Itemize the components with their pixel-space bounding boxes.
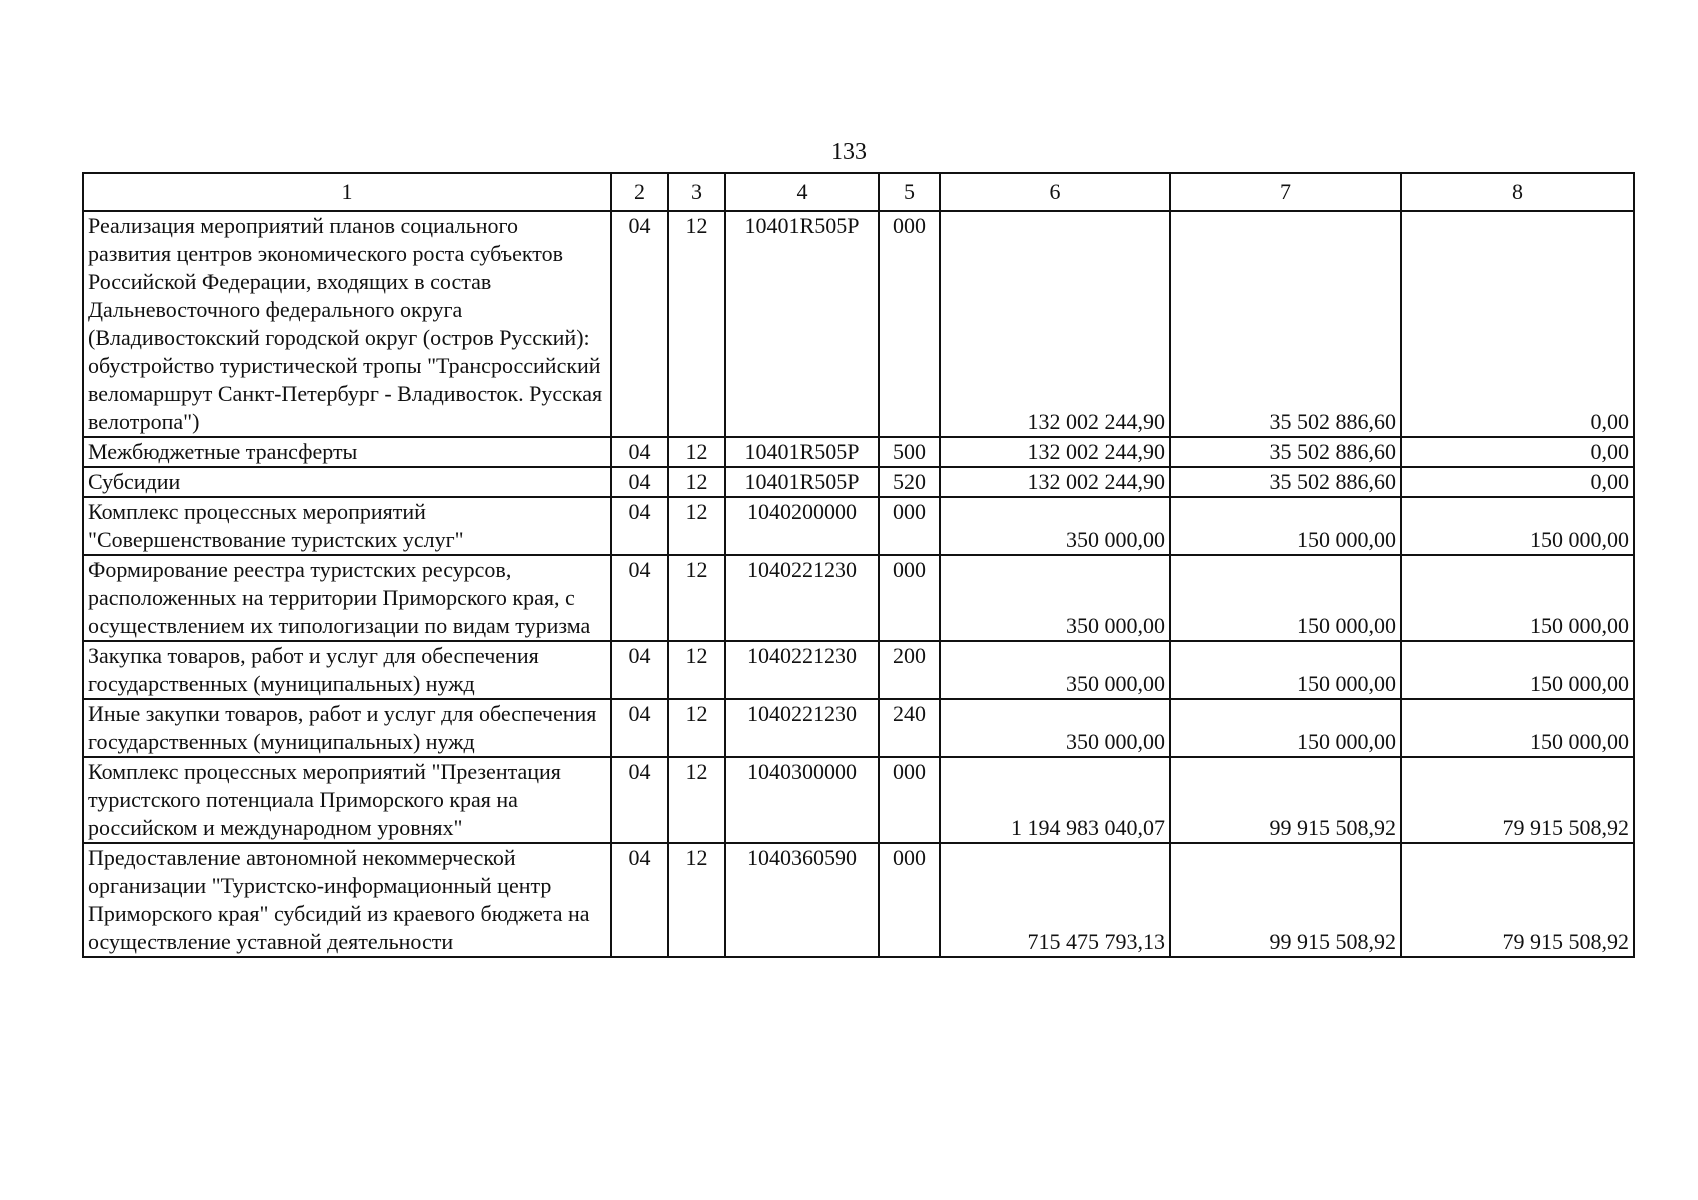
row-expense-type: 000 [879,555,940,641]
table-row [83,843,1634,957]
row-section: 04 [611,757,668,843]
row-target-code: 1040360590 [725,843,879,957]
row-amount-8: 0,00 [1401,467,1634,497]
row-amount-8: 0,00 [1401,437,1634,467]
column-header-4: 4 [725,173,879,211]
header-row [83,173,1634,211]
row-amount-6: 350 000,00 [940,699,1170,757]
row-amount-6: 350 000,00 [940,555,1170,641]
row-amount-7: 35 502 886,60 [1170,467,1401,497]
row-section: 04 [611,641,668,699]
row-amount-8: 79 915 508,92 [1401,757,1634,843]
row-section: 04 [611,467,668,497]
row-target-code: 10401R505P [725,467,879,497]
column-header-3: 3 [668,173,725,211]
row-subsection: 12 [668,467,725,497]
table-row [83,757,1634,843]
row-section: 04 [611,211,668,437]
row-target-code: 10401R505P [725,211,879,437]
row-amount-6: 350 000,00 [940,641,1170,699]
column-header-8: 8 [1401,173,1634,211]
page-number: 133 [831,139,867,165]
row-amount-7: 150 000,00 [1170,497,1401,555]
table-header [83,173,1634,211]
row-amount-7: 150 000,00 [1170,555,1401,641]
row-target-code: 1040200000 [725,497,879,555]
row-expense-type: 240 [879,699,940,757]
row-expense-type: 000 [879,497,940,555]
table-row [83,497,1634,555]
row-amount-6: 715 475 793,13 [940,843,1170,957]
row-name: Закупка товаров, работ и услуг для обеспечения государственных (муниципальных) нужд [83,641,611,699]
row-amount-8: 0,00 [1401,211,1634,437]
row-target-code: 1040300000 [725,757,879,843]
row-amount-8: 150 000,00 [1401,497,1634,555]
row-amount-6: 350 000,00 [940,497,1170,555]
row-name: Формирование реестра туристских ресурсов, расположенных на территории Приморского края, с осуществлением их типологизации по видам туризма [83,555,611,641]
row-amount-7: 99 915 508,92 [1170,843,1401,957]
row-subsection: 12 [668,757,725,843]
row-section: 04 [611,843,668,957]
table-row [83,211,1634,437]
row-subsection: 12 [668,641,725,699]
row-target-code: 10401R505P [725,437,879,467]
row-section: 04 [611,699,668,757]
row-name: Реализация мероприятий планов социального развития центров экономического роста субъектов Российской Федерации, входящих в состав Дальневосточного федерального округа (Владивостокский городской округ (остров Русский): обустройство туристической тропы "Трансроссийский веломаршрут Санкт-Петербург - Владивосток. Русская велотропа") [83,211,611,437]
row-amount-6: 132 002 244,90 [940,467,1170,497]
table-row [83,699,1634,757]
row-expense-type: 000 [879,843,940,957]
row-subsection: 12 [668,843,725,957]
row-name: Межбюджетные трансферты [83,437,611,467]
row-expense-type: 200 [879,641,940,699]
row-target-code: 1040221230 [725,641,879,699]
table-row [83,555,1634,641]
column-header-2: 2 [611,173,668,211]
row-expense-type: 520 [879,467,940,497]
row-subsection: 12 [668,497,725,555]
column-header-1: 1 [83,173,611,211]
row-amount-7: 99 915 508,92 [1170,757,1401,843]
row-section: 04 [611,497,668,555]
row-expense-type: 000 [879,757,940,843]
budget-table [82,172,1635,958]
row-amount-7: 150 000,00 [1170,699,1401,757]
row-amount-7: 35 502 886,60 [1170,437,1401,467]
row-amount-6: 1 194 983 040,07 [940,757,1170,843]
row-amount-8: 150 000,00 [1401,699,1634,757]
column-header-6: 6 [940,173,1170,211]
row-section: 04 [611,437,668,467]
row-amount-6: 132 002 244,90 [940,211,1170,437]
row-amount-7: 150 000,00 [1170,641,1401,699]
row-name: Предоставление автономной некоммерческой организации "Туристско-информационный центр Приморского края" субсидий из краевого бюджета на осуществление уставной деятельности [83,843,611,957]
column-header-5: 5 [879,173,940,211]
row-subsection: 12 [668,437,725,467]
row-amount-8: 79 915 508,92 [1401,843,1634,957]
row-amount-8: 150 000,00 [1401,641,1634,699]
table-row [83,437,1634,467]
row-name: Комплекс процессных мероприятий "Совершенствование туристских услуг" [83,497,611,555]
row-name: Иные закупки товаров, работ и услуг для обеспечения государственных (муниципальных) нужд [83,699,611,757]
row-expense-type: 000 [879,211,940,437]
row-subsection: 12 [668,211,725,437]
row-target-code: 1040221230 [725,699,879,757]
row-amount-7: 35 502 886,60 [1170,211,1401,437]
row-target-code: 1040221230 [725,555,879,641]
table-row [83,641,1634,699]
row-amount-8: 150 000,00 [1401,555,1634,641]
column-header-7: 7 [1170,173,1401,211]
row-subsection: 12 [668,699,725,757]
row-expense-type: 500 [879,437,940,467]
row-amount-6: 132 002 244,90 [940,437,1170,467]
row-name: Субсидии [83,467,611,497]
table-row [83,467,1634,497]
table-body [83,211,1634,957]
row-subsection: 12 [668,555,725,641]
row-name: Комплекс процессных мероприятий "Презентация туристского потенциала Приморского края на российском и международном уровнях" [83,757,611,843]
row-section: 04 [611,555,668,641]
